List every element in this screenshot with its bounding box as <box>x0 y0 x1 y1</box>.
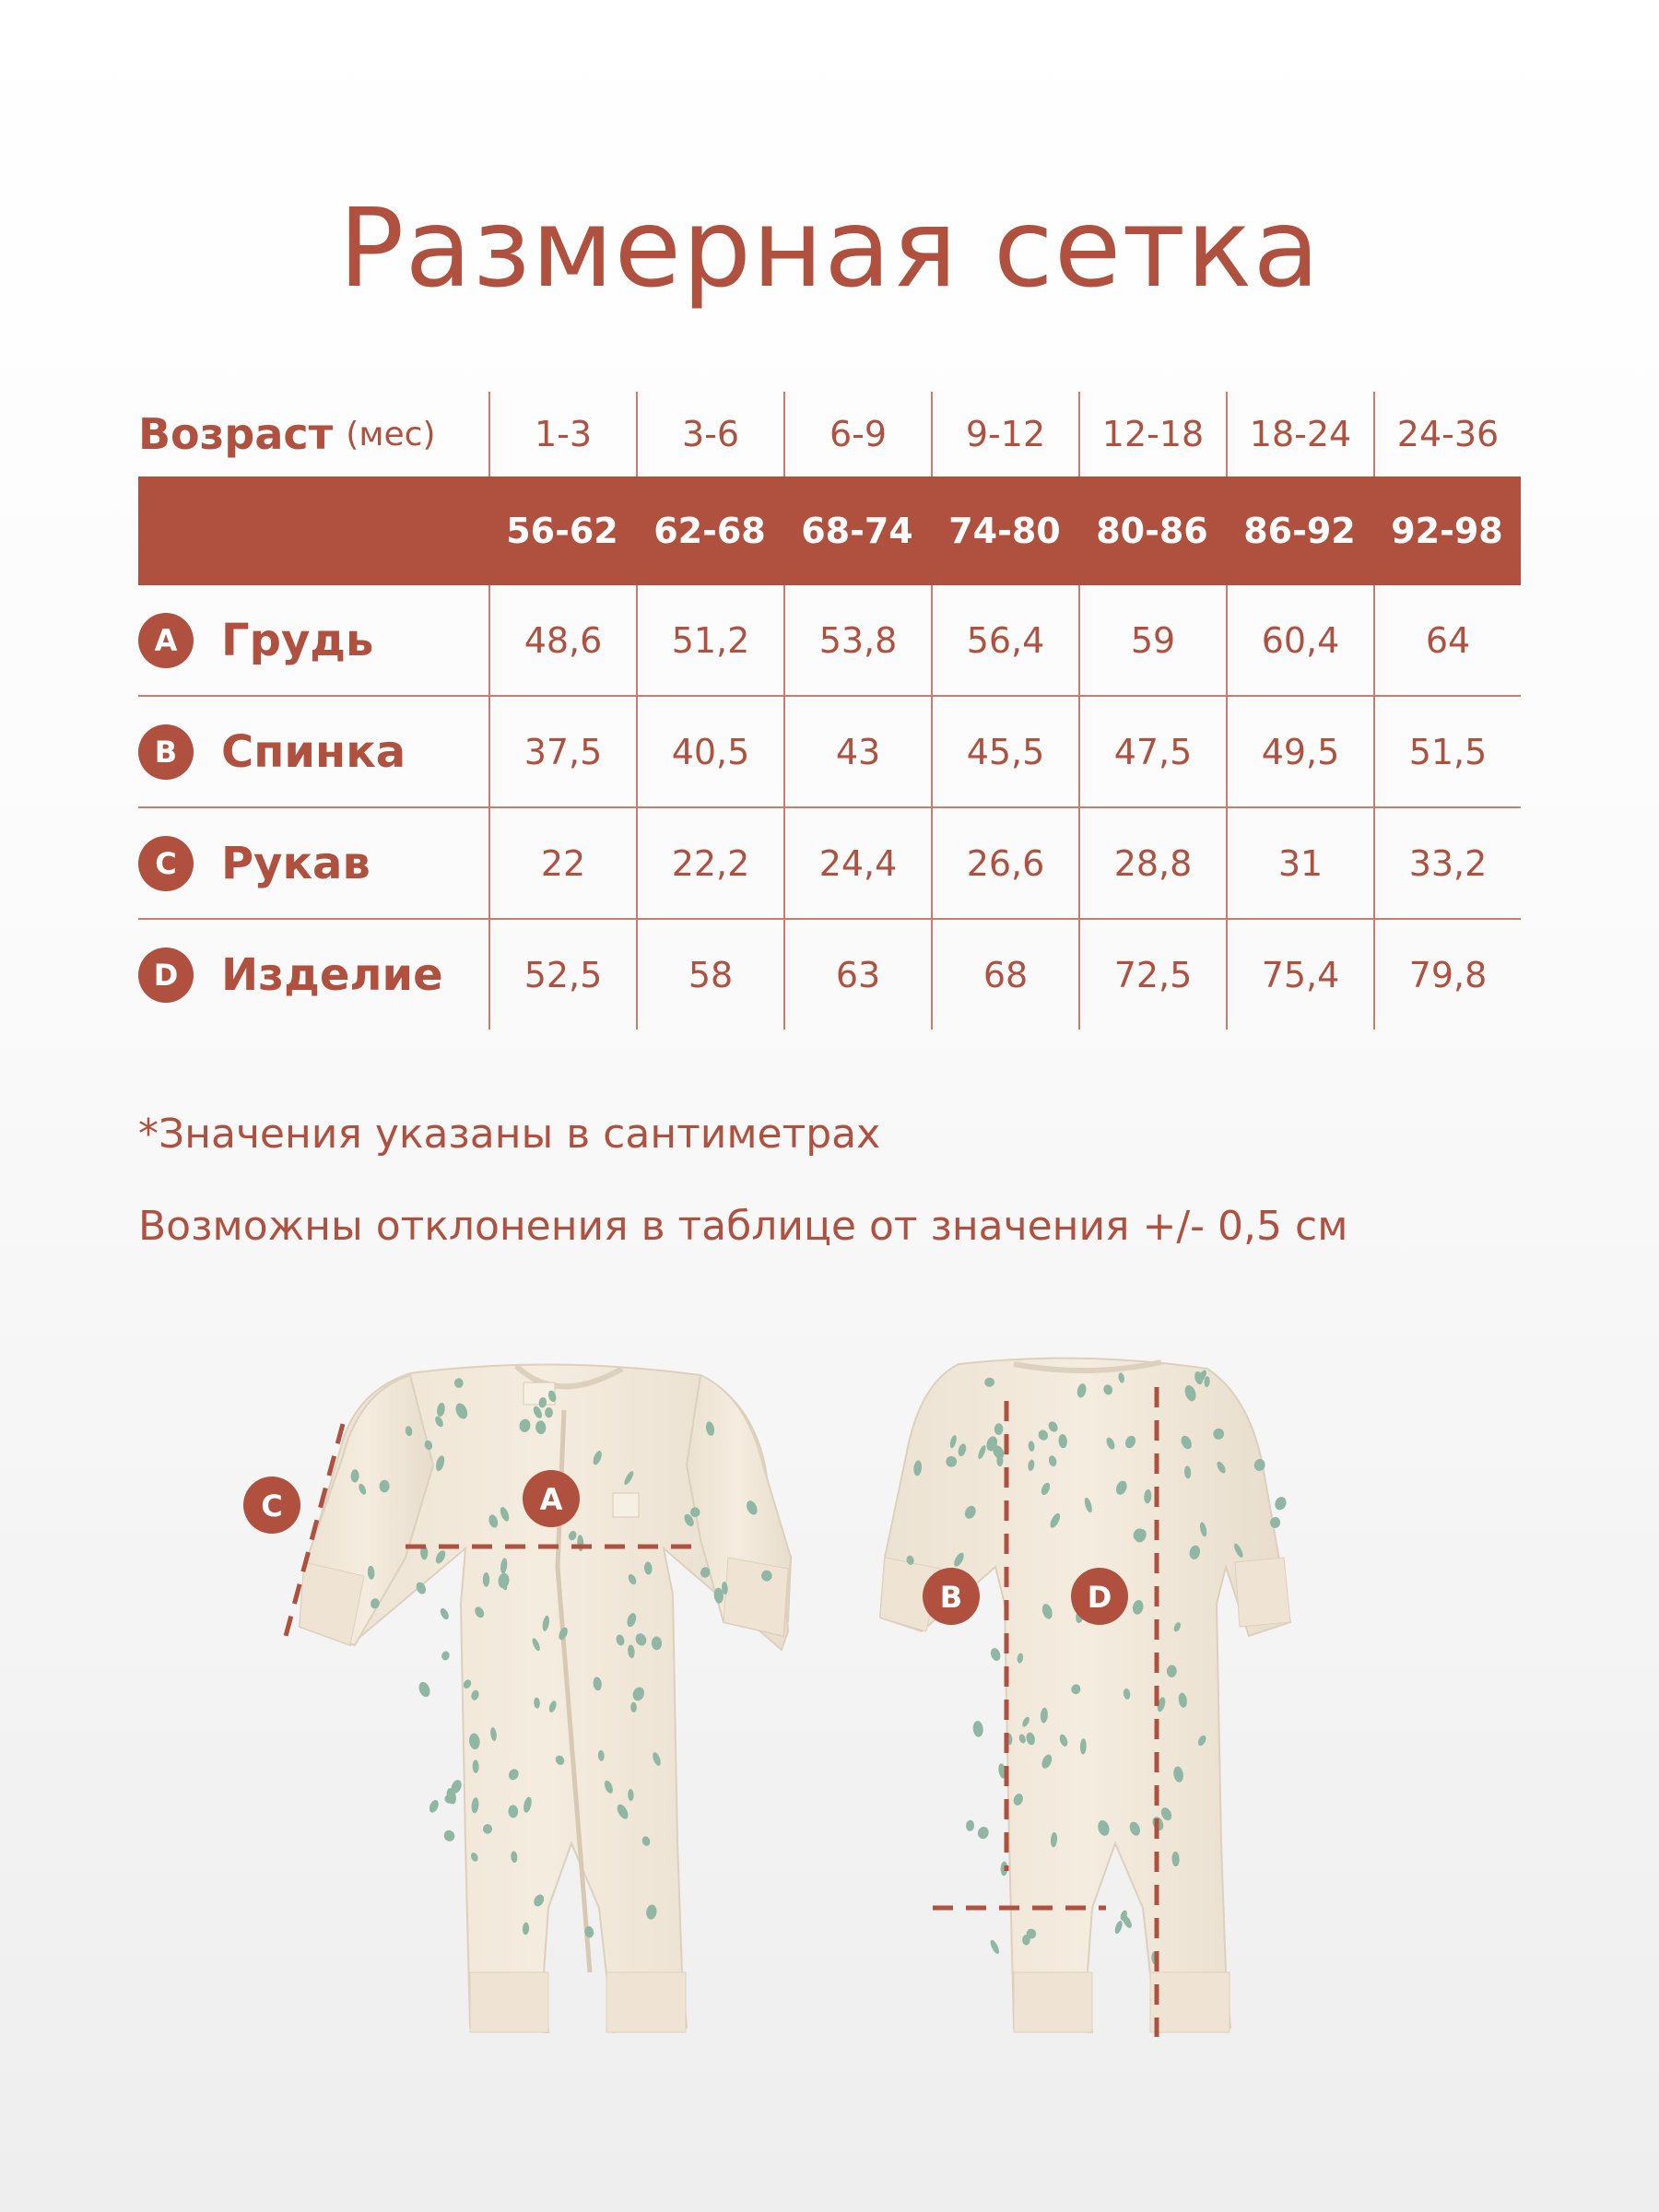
measurement-name: Изделие <box>221 948 443 1001</box>
height-label-spacer <box>138 477 488 585</box>
value-cell: 68 <box>931 920 1078 1030</box>
page-title: Размерная сетка <box>338 184 1321 312</box>
value-cell: 40,5 <box>636 697 783 806</box>
front-left-leg-cuff <box>470 1972 548 2032</box>
back-right-leg-cuff <box>1150 1972 1230 2032</box>
fabric-dot <box>1113 1920 1124 1935</box>
garment-illustration <box>0 1327 1659 2212</box>
fabric-dot <box>428 1798 441 1814</box>
svg-text:A: A <box>539 1482 563 1517</box>
value-cell: 48,6 <box>488 585 636 695</box>
fabric-dot <box>989 1647 1002 1663</box>
fabric-dot <box>966 1820 975 1831</box>
fabric-dot <box>441 1650 451 1661</box>
measurement-label <box>138 585 488 695</box>
value-cell: 37,5 <box>488 697 636 806</box>
back-romper <box>880 1359 1290 2032</box>
measurement-badge: D <box>138 947 194 1003</box>
fabric-dot <box>989 1939 1001 1956</box>
height-cell: 80-86 <box>1096 511 1208 551</box>
age-cell: 18-24 <box>1226 392 1373 477</box>
fabric-dot <box>442 1829 457 1843</box>
value-cell: 51,2 <box>636 585 783 695</box>
measurement-name: Спинка <box>221 725 406 778</box>
value-cell: 33,2 <box>1373 808 1521 918</box>
back-left-leg-cuff <box>1014 1972 1092 2032</box>
note-tolerance: Возможны отклонения в таблице от значения +/- 0,5 см <box>138 1203 1348 1250</box>
value-cell: 49,5 <box>1226 697 1373 806</box>
value-cell: 56,4 <box>931 585 1078 695</box>
badge-c <box>243 1477 300 1534</box>
value-cell: 47,5 <box>1078 697 1226 806</box>
measurement-label <box>138 808 488 918</box>
height-cell: 92-98 <box>1391 511 1503 551</box>
front-tag <box>613 1493 639 1517</box>
value-cell: 31 <box>1226 808 1373 918</box>
height-cell: 86-92 <box>1243 511 1356 551</box>
measurement-badge: C <box>138 836 194 891</box>
front-right-cuff <box>724 1558 788 1636</box>
age-cell: 24-36 <box>1373 392 1521 477</box>
fabric-dot <box>439 1606 451 1620</box>
value-cell: 79,8 <box>1373 920 1521 1030</box>
fabric-dot <box>972 1721 984 1738</box>
value-cell: 52,5 <box>488 920 636 1030</box>
front-right-leg-cuff <box>606 1972 686 2032</box>
value-cell: 45,5 <box>931 697 1078 806</box>
value-cell: 64 <box>1373 585 1521 695</box>
size-table <box>138 392 1521 1030</box>
value-cell: 72,5 <box>1078 920 1226 1030</box>
svg-text:D: D <box>1087 1580 1112 1615</box>
age-label-text: Возраст <box>138 409 334 459</box>
height-cell: 62-68 <box>653 511 766 551</box>
badge-a <box>523 1470 580 1527</box>
measurement-badge: B <box>138 724 194 780</box>
fabric-dot <box>483 1824 492 1834</box>
value-cell: 75,4 <box>1226 920 1373 1030</box>
measurement-row-chest <box>138 585 1521 697</box>
back-romper-body <box>880 1359 1290 2032</box>
garment-diagram <box>0 1327 1659 2212</box>
age-cell: 3-6 <box>636 392 783 477</box>
value-cell: 59 <box>1078 585 1226 695</box>
value-cell: 63 <box>783 920 931 1030</box>
fabric-dot <box>417 1680 431 1699</box>
note-units: *Значения указаны в сантиметрах <box>138 1111 881 1158</box>
fabric-dot <box>976 1825 990 1840</box>
value-cell: 51,5 <box>1373 697 1521 806</box>
svg-text:C: C <box>261 1488 283 1524</box>
measurement-name: Грудь <box>221 614 374 666</box>
measurement-name: Рукав <box>221 837 371 889</box>
svg-text:B: B <box>939 1580 963 1615</box>
measurement-row-length <box>138 920 1521 1030</box>
front-romper <box>300 1364 791 2032</box>
value-cell: 26,6 <box>931 808 1078 918</box>
fabric-dot <box>483 1572 489 1587</box>
measurement-label <box>138 920 488 1030</box>
value-cell: 28,8 <box>1078 808 1226 918</box>
back-right-cuff <box>1235 1558 1290 1627</box>
measurement-badge: A <box>138 613 194 668</box>
age-unit: (мес) <box>346 415 436 453</box>
age-label <box>138 392 488 477</box>
value-cell: 22,2 <box>636 808 783 918</box>
height-cell: 56-62 <box>506 511 618 551</box>
height-cell: 68-74 <box>801 511 913 551</box>
measurement-row-sleeve <box>138 808 1521 920</box>
badge-b <box>923 1568 980 1625</box>
value-cell: 60,4 <box>1226 585 1373 695</box>
age-cell: 12-18 <box>1078 392 1226 477</box>
height-cell: 74-80 <box>948 511 1061 551</box>
height-row <box>138 477 1521 585</box>
fabric-dot <box>1273 1495 1288 1512</box>
age-cell: 1-3 <box>488 392 636 477</box>
measurement-row-back <box>138 697 1521 808</box>
value-cell: 58 <box>636 920 783 1030</box>
age-cell: 6-9 <box>783 392 931 477</box>
value-cell: 22 <box>488 808 636 918</box>
age-row <box>138 392 1521 477</box>
measurement-label <box>138 697 488 806</box>
age-cell: 9-12 <box>931 392 1078 477</box>
value-cell: 24,4 <box>783 808 931 918</box>
value-cell: 43 <box>783 697 931 806</box>
badge-d <box>1071 1568 1128 1625</box>
value-cell: 53,8 <box>783 585 931 695</box>
